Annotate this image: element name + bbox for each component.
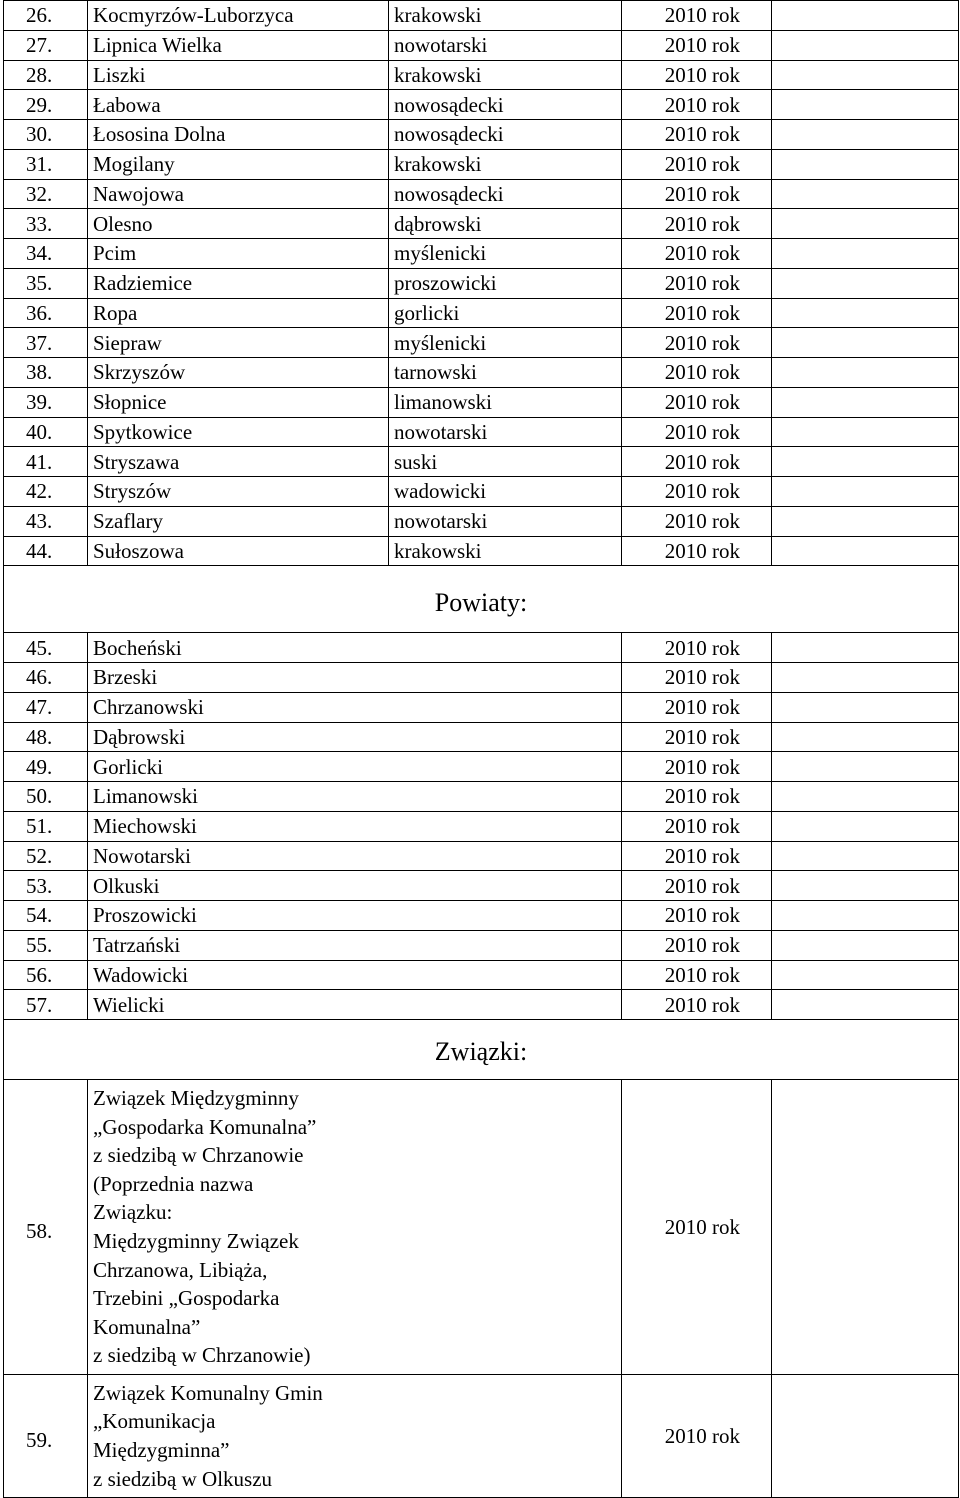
- powiat-name: krakowski: [389, 149, 622, 179]
- empty-cell: [772, 239, 959, 269]
- powiat-name: Dąbrowski: [88, 722, 622, 752]
- empty-cell: [772, 1, 959, 31]
- row-number: 57.: [4, 990, 88, 1020]
- gmina-name: Stryszawa: [88, 447, 389, 477]
- powiat-name: Bocheński: [88, 633, 622, 663]
- empty-cell: [772, 901, 959, 931]
- empty-cell: [772, 871, 959, 901]
- row-number: 41.: [4, 447, 88, 477]
- gmina-name: Radziemice: [88, 268, 389, 298]
- zwiazek-name-line: z siedzibą w Olkuszu: [93, 1466, 273, 1491]
- year: 2010 rok: [622, 417, 772, 447]
- gmina-name: Łososina Dolna: [88, 120, 389, 150]
- zwiazek-name-line: (Poprzednia nazwa: [93, 1171, 254, 1196]
- empty-cell: [772, 298, 959, 328]
- row-number: 46.: [4, 663, 88, 693]
- gmina-name: Mogilany: [88, 149, 389, 179]
- powiat-name: krakowski: [389, 1, 622, 31]
- gmina-name: Kocmyrzów-Luborzyca: [88, 1, 389, 31]
- year: 2010 rok: [622, 239, 772, 269]
- empty-cell: [772, 477, 959, 507]
- year: 2010 rok: [622, 1080, 772, 1375]
- gmina-name: Pcim: [88, 239, 389, 269]
- gmina-name: Słopnice: [88, 387, 389, 417]
- year: 2010 rok: [622, 120, 772, 150]
- gmina-name: Łabowa: [88, 90, 389, 120]
- document-table: [3, 0, 959, 1498]
- empty-cell: [772, 387, 959, 417]
- powiat-name: Wadowicki: [88, 960, 622, 990]
- zwiazek-name-line: „Komunikacja: [93, 1409, 216, 1434]
- zwiazek-name: [88, 1375, 622, 1498]
- powiat-name: Chrzanowski: [88, 692, 622, 722]
- gmina-name: Olesno: [88, 209, 389, 239]
- empty-cell: [772, 930, 959, 960]
- empty-cell: [772, 1375, 959, 1498]
- empty-cell: [772, 209, 959, 239]
- row-number: 55.: [4, 930, 88, 960]
- row-number: 44.: [4, 536, 88, 566]
- powiat-name: Proszowicki: [88, 901, 622, 931]
- zwiazki-heading: Związki:: [4, 1020, 959, 1080]
- row-number: 35.: [4, 268, 88, 298]
- empty-cell: [772, 60, 959, 90]
- table-row: [4, 358, 959, 388]
- year: 2010 rok: [622, 663, 772, 693]
- table-row: [4, 960, 959, 990]
- year: 2010 rok: [622, 298, 772, 328]
- year: 2010 rok: [622, 960, 772, 990]
- row-number: 30.: [4, 120, 88, 150]
- zwiazki-section: [4, 1080, 959, 1498]
- year: 2010 rok: [622, 930, 772, 960]
- table-row: [4, 60, 959, 90]
- row-number: 59.: [4, 1375, 88, 1498]
- row-number: 45.: [4, 633, 88, 663]
- powiat-name: krakowski: [389, 536, 622, 566]
- table-row: [4, 149, 959, 179]
- row-number: 36.: [4, 298, 88, 328]
- year: 2010 rok: [622, 149, 772, 179]
- gmina-name: Siepraw: [88, 328, 389, 358]
- year: 2010 rok: [622, 536, 772, 566]
- zwiazek-name-line: Trzebini „Gospodarka: [93, 1286, 280, 1311]
- year: 2010 rok: [622, 30, 772, 60]
- table-row: [4, 120, 959, 150]
- table-row: [4, 782, 959, 812]
- table-row: [4, 1080, 959, 1375]
- row-number: 47.: [4, 692, 88, 722]
- zwiazek-name-line: „Gospodarka Komunalna”: [93, 1114, 317, 1139]
- year: 2010 rok: [622, 358, 772, 388]
- row-number: 56.: [4, 960, 88, 990]
- table-row: [4, 930, 959, 960]
- table-row: [4, 633, 959, 663]
- table-row: [4, 841, 959, 871]
- empty-cell: [772, 90, 959, 120]
- table-row: [4, 90, 959, 120]
- row-number: 29.: [4, 90, 88, 120]
- empty-cell: [772, 990, 959, 1020]
- powiaty-section: [4, 633, 959, 1020]
- zwiazek-name-line: z siedzibą w Chrzanowie): [93, 1343, 311, 1368]
- year: 2010 rok: [622, 722, 772, 752]
- row-number: 48.: [4, 722, 88, 752]
- year: 2010 rok: [622, 506, 772, 536]
- powiat-name: limanowski: [389, 387, 622, 417]
- empty-cell: [772, 120, 959, 150]
- empty-cell: [772, 417, 959, 447]
- row-number: 50.: [4, 782, 88, 812]
- year: 2010 rok: [622, 179, 772, 209]
- empty-cell: [772, 447, 959, 477]
- table-row: [4, 752, 959, 782]
- empty-cell: [772, 1080, 959, 1375]
- table-row: [4, 692, 959, 722]
- year: 2010 rok: [622, 209, 772, 239]
- zwiazek-name-line: Związek Komunalny Gmin: [93, 1380, 323, 1405]
- row-number: 54.: [4, 901, 88, 931]
- powiat-name: Olkuski: [88, 871, 622, 901]
- empty-cell: [772, 692, 959, 722]
- row-number: 33.: [4, 209, 88, 239]
- year: 2010 rok: [622, 782, 772, 812]
- empty-cell: [772, 960, 959, 990]
- table-row: [4, 298, 959, 328]
- powiat-name: Limanowski: [88, 782, 622, 812]
- zwiazek-name-line: Związek Międzygminny: [93, 1086, 299, 1111]
- powiat-name: Wielicki: [88, 990, 622, 1020]
- gmina-name: Skrzyszów: [88, 358, 389, 388]
- year: 2010 rok: [622, 841, 772, 871]
- row-number: 40.: [4, 417, 88, 447]
- powiat-name: proszowicki: [389, 268, 622, 298]
- year: 2010 rok: [622, 871, 772, 901]
- gminy-section: [4, 1, 959, 566]
- table-row: [4, 30, 959, 60]
- powiat-name: myślenicki: [389, 239, 622, 269]
- empty-cell: [772, 841, 959, 871]
- zwiazek-name-line: Chrzanowa, Libiąża,: [93, 1257, 268, 1282]
- table-row: [4, 722, 959, 752]
- gmina-name: Lipnica Wielka: [88, 30, 389, 60]
- year: 2010 rok: [622, 633, 772, 663]
- row-number: 53.: [4, 871, 88, 901]
- table-row: [4, 477, 959, 507]
- row-number: 38.: [4, 358, 88, 388]
- powiat-name: gorlicki: [389, 298, 622, 328]
- powiat-name: Gorlicki: [88, 752, 622, 782]
- row-number: 39.: [4, 387, 88, 417]
- year: 2010 rok: [622, 60, 772, 90]
- zwiazek-name-line: Komunalna”: [93, 1314, 201, 1339]
- year: 2010 rok: [622, 901, 772, 931]
- year: 2010 rok: [622, 990, 772, 1020]
- table-row: [4, 506, 959, 536]
- empty-cell: [772, 663, 959, 693]
- table-row: [4, 811, 959, 841]
- table-row: [4, 536, 959, 566]
- powiat-name: Nowotarski: [88, 841, 622, 871]
- year: 2010 rok: [622, 811, 772, 841]
- gmina-name: Stryszów: [88, 477, 389, 507]
- powiat-name: wadowicki: [389, 477, 622, 507]
- row-number: 27.: [4, 30, 88, 60]
- empty-cell: [772, 328, 959, 358]
- powiat-name: Brzeski: [88, 663, 622, 693]
- empty-cell: [772, 268, 959, 298]
- year: 2010 rok: [622, 268, 772, 298]
- empty-cell: [772, 149, 959, 179]
- year: 2010 rok: [622, 692, 772, 722]
- table-row: [4, 901, 959, 931]
- powiaty-header-section: [4, 566, 959, 633]
- table-row: [4, 268, 959, 298]
- zwiazek-name-line: Związku:: [93, 1200, 173, 1225]
- powiat-name: nowosądecki: [389, 179, 622, 209]
- row-number: 42.: [4, 477, 88, 507]
- gmina-name: Liszki: [88, 60, 389, 90]
- empty-cell: [772, 179, 959, 209]
- table-row: [4, 990, 959, 1020]
- zwiazek-name-line: Międzygminna”: [93, 1438, 230, 1462]
- powiat-name: myślenicki: [389, 328, 622, 358]
- table-row: [4, 417, 959, 447]
- table-row: [4, 328, 959, 358]
- row-number: 34.: [4, 239, 88, 269]
- empty-cell: [772, 722, 959, 752]
- empty-cell: [772, 811, 959, 841]
- powiat-name: nowosądecki: [389, 90, 622, 120]
- table-row: [4, 663, 959, 693]
- powiaty-heading: Powiaty:: [4, 566, 959, 633]
- powiat-name: nowotarski: [389, 417, 622, 447]
- empty-cell: [772, 358, 959, 388]
- year: 2010 rok: [622, 447, 772, 477]
- gmina-name: Ropa: [88, 298, 389, 328]
- empty-cell: [772, 506, 959, 536]
- table-row: [4, 1, 959, 31]
- powiat-name: dąbrowski: [389, 209, 622, 239]
- row-number: 26.: [4, 1, 88, 31]
- zwiazek-name-line: Międzygminny Związek: [93, 1229, 299, 1253]
- gmina-name: Szaflary: [88, 506, 389, 536]
- powiat-name: nowotarski: [389, 30, 622, 60]
- empty-cell: [772, 633, 959, 663]
- powiat-name: nowosądecki: [389, 120, 622, 150]
- row-number: 37.: [4, 328, 88, 358]
- table-row: [4, 447, 959, 477]
- powiat-name: krakowski: [389, 60, 622, 90]
- year: 2010 rok: [622, 1375, 772, 1498]
- row-number: 51.: [4, 811, 88, 841]
- powiat-name: Miechowski: [88, 811, 622, 841]
- table-row: [4, 871, 959, 901]
- empty-cell: [772, 782, 959, 812]
- zwiazki-header-section: [4, 1020, 959, 1080]
- row-number: 43.: [4, 506, 88, 536]
- row-number: 52.: [4, 841, 88, 871]
- year: 2010 rok: [622, 328, 772, 358]
- year: 2010 rok: [622, 1, 772, 31]
- table-row: [4, 179, 959, 209]
- powiat-name: suski: [389, 447, 622, 477]
- powiat-name: nowotarski: [389, 506, 622, 536]
- powiat-name: tarnowski: [389, 358, 622, 388]
- table-row: [4, 387, 959, 417]
- table-row: [4, 1375, 959, 1498]
- row-number: 58.: [4, 1080, 88, 1375]
- zwiazek-name-line: z siedzibą w Chrzanowie: [93, 1143, 304, 1168]
- gmina-name: Sułoszowa: [88, 536, 389, 566]
- empty-cell: [772, 752, 959, 782]
- table-row: [4, 239, 959, 269]
- row-number: 31.: [4, 149, 88, 179]
- table-row: [4, 209, 959, 239]
- gmina-name: Nawojowa: [88, 179, 389, 209]
- gmina-name: Spytkowice: [88, 417, 389, 447]
- year: 2010 rok: [622, 387, 772, 417]
- row-number: 32.: [4, 179, 88, 209]
- empty-cell: [772, 536, 959, 566]
- row-number: 28.: [4, 60, 88, 90]
- powiat-name: Tatrzański: [88, 930, 622, 960]
- year: 2010 rok: [622, 477, 772, 507]
- empty-cell: [772, 30, 959, 60]
- zwiazek-name: [88, 1080, 622, 1375]
- row-number: 49.: [4, 752, 88, 782]
- year: 2010 rok: [622, 752, 772, 782]
- year: 2010 rok: [622, 90, 772, 120]
